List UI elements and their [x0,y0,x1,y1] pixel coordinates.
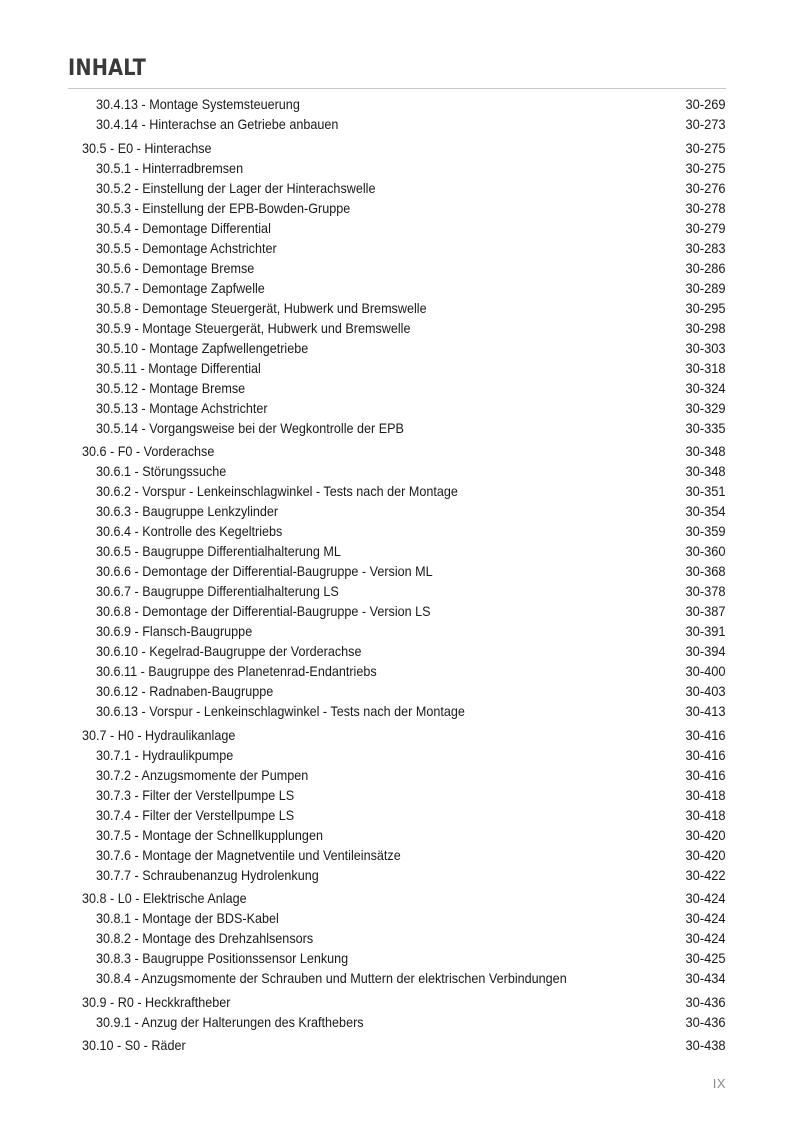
toc-subsection-entry[interactable] [0,701,794,721]
toc-entry-page-number: 30-298 [685,319,726,336]
toc-entry-page-number: 30-438 [685,1037,726,1053]
toc-entry-page-number: 30-283 [685,239,726,256]
toc-entry-page-number: 30-351 [685,483,726,499]
toc-entry-page-number: 30-416 [685,746,726,763]
toc-entry-title: 30.6.10 - Kegelrad-Baugruppe der Vorderachse [96,643,362,659]
title-divider [68,88,726,89]
toc-entry-title: 30.6.9 - Flansch-Baugruppe [96,623,253,639]
toc-entry-page-number: 30-368 [685,563,726,579]
toc-entry-title: 30.5.3 - Einstellung der EPB-Bowden-Gruppe [96,199,351,216]
toc-subsection-entry[interactable] [0,521,794,541]
toc-subsection-entry[interactable] [0,745,794,765]
toc-entry-page-number: 30-418 [685,806,726,823]
toc-section-entry[interactable] [0,138,794,158]
toc-entry-page-number: 30-303 [685,339,726,356]
toc-entry-page-number: 30-276 [685,179,726,196]
toc-entry-page-number: 30-400 [685,663,726,679]
toc-entry-page-number: 30-278 [685,199,726,216]
toc-entry-page-number: 30-416 [685,726,726,743]
toc-subsection-entry[interactable] [0,278,794,298]
toc-entry-page-number: 30-387 [685,603,726,619]
toc-entry-page-number: 30-360 [685,543,726,559]
toc-entry-title: 30.6.5 - Baugruppe Differentialhalterung ML [96,543,341,559]
toc-entry-title: 30.7.5 - Montage der Schnellkupplungen [96,826,323,843]
toc-entry-page-number: 30-436 [685,1013,726,1030]
toc-entry-title: 30.6.7 - Baugruppe Differentialhalterung LS [96,583,339,599]
toc-entry-title: 30.8.1 - Montage der BDS-Kabel [96,910,279,926]
toc-entry-page-number: 30-354 [685,503,726,519]
toc-subsection-entry[interactable] [0,114,794,134]
toc-entry-page-number: 30-348 [685,463,726,479]
toc-subsection-entry[interactable] [0,298,794,318]
toc-entry-title: 30.5.8 - Demontage Steuergerät, Hubwerk und Bremswelle [96,299,427,316]
toc-entry-title: 30.5.6 - Demontage Bremse [96,259,255,276]
toc-entry-page-number: 30-348 [685,443,726,459]
toc-subsection-entry[interactable] [0,561,794,581]
toc-entry-title: 30.6.11 - Baugruppe des Planetenrad-Endantriebs [96,663,377,679]
toc-entry-title: 30.7.7 - Schraubenanzug Hydrolenkung [96,866,319,883]
toc-entry-title: 30.6.12 - Radnaben-Baugruppe [96,683,274,699]
toc-entry-title: 30.4.14 - Hinterachse an Getriebe anbauen [96,116,339,132]
toc-entry-page-number: 30-275 [685,139,726,156]
toc-subsection-entry[interactable] [0,661,794,681]
toc-subsection-entry[interactable] [0,805,794,825]
toc-entry-title: 30.5.9 - Montage Steuergerät, Hubwerk und Bremswelle [96,319,411,336]
toc-entry-page-number: 30-424 [685,930,726,946]
toc-entry-page-number: 30-378 [685,583,726,599]
toc-entry-page-number: 30-324 [685,379,726,396]
toc-entry-page-number: 30-275 [685,159,726,176]
toc-subsection-entry[interactable] [0,94,794,114]
toc-entry-title: 30.5.11 - Montage Differential [96,359,261,376]
toc-subsection-entry[interactable] [0,178,794,198]
toc-entry-title: 30.7.3 - Filter der Verstellpumpe LS [96,786,295,803]
toc-entry-title: 30.5.10 - Montage Zapfwellengetriebe [96,339,309,356]
toc-section-entry[interactable] [0,441,794,461]
toc-entry-title: 30.8.3 - Baugruppe Positionssensor Lenkung [96,950,349,966]
page-title: INHALT [68,56,146,81]
toc-entry-title: 30.5.5 - Demontage Achstrichter [96,239,277,256]
toc-entry-page-number: 30-269 [685,96,726,112]
toc-entry-title: 30.9 - R0 - Heckkraftheber [82,993,231,1010]
toc-entry-title: 30.6.13 - Vorspur - Lenkeinschlagwinkel - Tests nach der Montage [96,703,465,719]
toc-entry-title: 30.6.8 - Demontage der Differential-Baugruppe - Version LS [96,603,431,619]
toc-subsection-entry[interactable] [0,418,794,438]
toc-entry-page-number: 30-289 [685,279,726,296]
toc-subsection-entry[interactable] [0,461,794,481]
toc-subsection-entry[interactable] [0,641,794,661]
toc-entry-title: 30.5 - E0 - Hinterachse [82,139,212,156]
toc-subsection-entry[interactable] [0,908,794,928]
toc-subsection-entry[interactable] [0,378,794,398]
toc-entry-title: 30.6.4 - Kontrolle des Kegeltriebs [96,523,283,539]
toc-subsection-entry[interactable] [0,318,794,338]
toc-subsection-entry[interactable] [0,238,794,258]
toc-subsection-entry[interactable] [0,398,794,418]
toc-entry-page-number: 30-434 [685,970,726,986]
toc-entry-page-number: 30-413 [685,703,726,719]
toc-entry-page-number: 30-391 [685,623,726,639]
toc-entry-page-number: 30-335 [685,419,726,436]
toc-entry-title: 30.8.4 - Anzugsmomente der Schrauben und Muttern der elektrischen Verbindungen [96,970,567,986]
toc-section-entry[interactable] [0,888,794,908]
toc-entry-title: 30.5.4 - Demontage Differential [96,219,271,236]
toc-entry-page-number: 30-359 [685,523,726,539]
toc-entry-title: 30.7.2 - Anzugsmomente der Pumpen [96,766,309,783]
toc-subsection-entry[interactable] [0,785,794,805]
toc-entry-page-number: 30-329 [685,399,726,416]
toc-entry-title: 30.7 - H0 - Hydraulikanlage [82,726,236,743]
toc-subsection-entry[interactable] [0,501,794,521]
toc-subsection-entry[interactable] [0,968,794,988]
toc-subsection-entry[interactable] [0,845,794,865]
toc-entry-page-number: 30-279 [685,219,726,236]
toc-entry-page-number: 30-422 [685,866,726,883]
toc-subsection-entry[interactable] [0,338,794,358]
toc-entry-page-number: 30-420 [685,846,726,863]
toc-subsection-entry[interactable] [0,581,794,601]
toc-section-entry[interactable] [0,1035,794,1055]
toc-entry-page-number: 30-424 [685,910,726,926]
toc-entry-page-number: 30-273 [685,116,726,132]
toc-entry-title: 30.6.2 - Vorspur - Lenkeinschlagwinkel - Tests nach der Montage [96,483,458,499]
toc-subsection-entry[interactable] [0,158,794,178]
toc-subsection-entry[interactable] [0,825,794,845]
toc-subsection-entry[interactable] [0,681,794,701]
toc-subsection-entry[interactable] [0,765,794,785]
toc-entry-title: 30.7.4 - Filter der Verstellpumpe LS [96,806,295,823]
toc-entry-title: 30.6 - F0 - Vorderachse [82,443,215,459]
toc-entry-title: 30.6.3 - Baugruppe Lenkzylinder [96,503,279,519]
toc-subsection-entry[interactable] [0,218,794,238]
toc-entry-title: 30.5.2 - Einstellung der Lager der Hinterachswelle [96,179,376,196]
toc-subsection-entry[interactable] [0,198,794,218]
toc-entry-page-number: 30-424 [685,890,726,906]
toc-entry-title: 30.6.6 - Demontage der Differential-Baugruppe - Version ML [96,563,433,579]
toc-entry-page-number: 30-295 [685,299,726,316]
toc-entry-page-number: 30-420 [685,826,726,843]
toc-entry-page-number: 30-403 [685,683,726,699]
toc-entry-title: 30.5.13 - Montage Achstrichter [96,399,268,416]
toc-entry-title: 30.10 - S0 - Räder [82,1037,186,1053]
toc-subsection-entry[interactable] [0,358,794,378]
toc-subsection-entry[interactable] [0,601,794,621]
toc-subsection-entry[interactable] [0,481,794,501]
toc-entry-page-number: 30-418 [685,786,726,803]
toc-subsection-entry[interactable] [0,1012,794,1032]
toc-subsection-entry[interactable] [0,541,794,561]
toc-subsection-entry[interactable] [0,621,794,641]
toc-entry-page-number: 30-394 [685,643,726,659]
table-of-contents [0,94,794,1055]
toc-subsection-entry[interactable] [0,948,794,968]
toc-entry-page-number: 30-286 [685,259,726,276]
toc-entry-title: 30.9.1 - Anzug der Halterungen des Krafthebers [96,1013,364,1030]
toc-entry-title: 30.8.2 - Montage des Drehzahlsensors [96,930,314,946]
toc-entry-title: 30.5.7 - Demontage Zapfwelle [96,279,265,296]
toc-subsection-entry[interactable] [0,865,794,885]
toc-entry-title: 30.4.13 - Montage Systemsteuerung [96,96,300,112]
page-number: IX [712,1076,726,1091]
toc-subsection-entry[interactable] [0,258,794,278]
toc-entry-title: 30.6.1 - Störungssuche [96,463,227,479]
toc-section-entry[interactable] [0,725,794,745]
toc-entry-title: 30.5.12 - Montage Bremse [96,379,246,396]
toc-subsection-entry[interactable] [0,928,794,948]
toc-section-entry[interactable] [0,992,794,1012]
toc-entry-title: 30.5.14 - Vorgangsweise bei der Wegkontrolle der EPB [96,419,404,436]
toc-entry-page-number: 30-425 [685,950,726,966]
toc-entry-title: 30.7.6 - Montage der Magnetventile und Ventileinsätze [96,846,401,863]
toc-entry-page-number: 30-416 [685,766,726,783]
toc-entry-page-number: 30-318 [685,359,726,376]
toc-entry-title: 30.7.1 - Hydraulikpumpe [96,746,234,763]
toc-entry-page-number: 30-436 [685,993,726,1010]
toc-entry-title: 30.8 - L0 - Elektrische Anlage [82,890,247,906]
toc-entry-title: 30.5.1 - Hinterradbremsen [96,159,244,176]
